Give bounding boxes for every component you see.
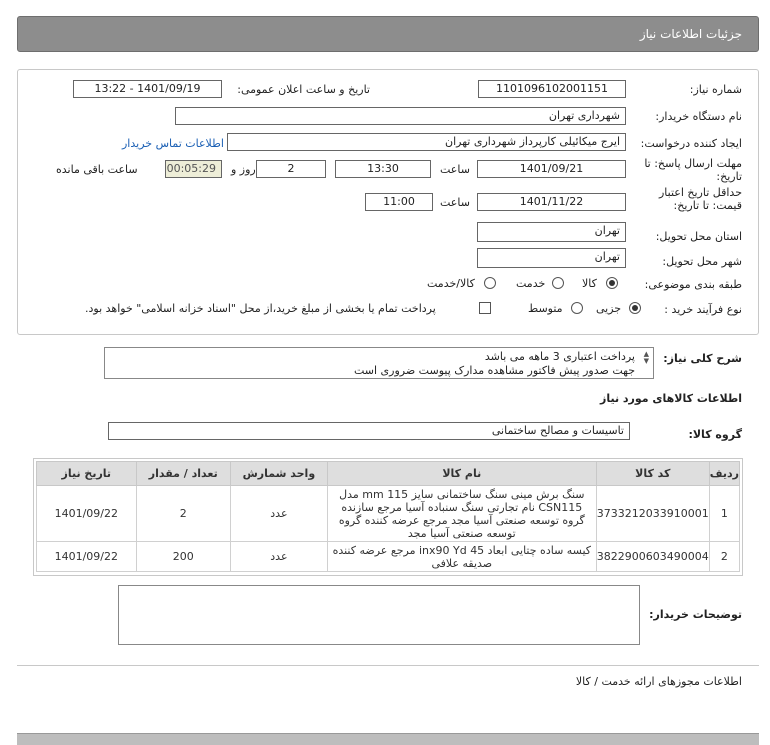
cell-qty: 200 (136, 542, 230, 572)
need-description-label: شرح کلی نیاز: (663, 352, 742, 365)
validity-label: حداقل تاریخ اعتبار (658, 186, 742, 199)
col-date: تاریخ نیاز (37, 462, 137, 486)
category-option-service: خدمت (516, 277, 546, 290)
process-type-label: نوع فرآیند خرید : (664, 303, 742, 316)
cell-qty: 2 (136, 486, 230, 542)
process-option-medium: متوسط (528, 302, 563, 315)
category-radio-service[interactable] (552, 277, 564, 289)
announce-datetime-field: 1401/09/19 - 13:22 (73, 80, 222, 98)
deadline-time-field: 13:30 (335, 160, 431, 178)
divider (17, 665, 759, 666)
cell-row: 2 (709, 542, 739, 572)
time-remaining-field: 00:05:29 (165, 160, 222, 178)
need-number-label: شماره نیاز: (689, 83, 742, 96)
province-field: تهران (477, 222, 626, 242)
col-qty: تعداد / مقدار (136, 462, 230, 486)
creator-field: ایرج میکائیلی کارپرداز شهرداری تهران (227, 133, 626, 151)
cell-date: 1401/09/22 (37, 486, 137, 542)
deadline-time-label: ساعت (440, 163, 470, 176)
need-number-field: 1101096102001151 (478, 80, 626, 98)
scroll-arrows-icon[interactable]: ▲ ▼ (643, 350, 649, 365)
category-option-goods-service: کالا/خدمت (427, 277, 475, 290)
cell-date: 1401/09/22 (37, 542, 137, 572)
page-header (17, 16, 759, 52)
deadline-label-date: تاریخ: (716, 170, 742, 183)
cell-row: 1 (709, 486, 739, 542)
cell-code: 3822900603490004 (596, 542, 709, 572)
category-radio-goods-service[interactable] (484, 277, 496, 289)
goods-table-header (37, 462, 740, 486)
page-title: جزئیات اطلاعات نیاز (639, 27, 742, 41)
goods-table-panel (33, 458, 743, 576)
licenses-table-header-strip (17, 733, 759, 745)
cell-code: 3733212033910001 (596, 486, 709, 542)
description-line-2: جهت صدور پیش فاکتور مشاهده مدارک پیوست ضروری است (353, 364, 635, 377)
deadline-date-field: 1401/09/21 (477, 160, 626, 178)
need-description-box[interactable] (104, 347, 654, 379)
table-row (37, 486, 740, 542)
goods-section-title: اطلاعات کالاهای مورد نیاز (600, 392, 742, 405)
days-remaining-field: 2 (256, 160, 326, 178)
process-radio-minor[interactable] (629, 302, 641, 314)
goods-group-label: گروه کالا: (688, 428, 742, 441)
cell-name: کیسه ساده چتایی ابعاد 45 inx90 Yd مرجع عرضه کننده صدیقه علافی (327, 542, 596, 572)
city-field: تهران (477, 248, 626, 268)
days-label: روز و (231, 163, 256, 176)
category-radio-goods[interactable] (606, 277, 618, 289)
buyer-org-field: شهرداری تهران (175, 107, 626, 125)
col-unit: واحد شمارش (230, 462, 327, 486)
time-remaining-label: ساعت باقی مانده (56, 163, 138, 176)
province-label: استان محل تحویل: (655, 230, 742, 243)
treasury-payment-note: پرداخت تمام یا بخشی از مبلغ خرید،از محل "اسناد خزانه اسلامی" خواهد بود. (85, 302, 436, 315)
col-row: ردیف (709, 462, 739, 486)
col-name: نام کالا (327, 462, 596, 486)
category-option-goods: کالا (582, 277, 597, 290)
table-row (37, 542, 740, 572)
process-option-minor: جزیی (596, 302, 622, 315)
buyer-contact-link[interactable]: اطلاعات تماس خریدار (122, 137, 224, 150)
validity-time-label: ساعت (440, 196, 470, 209)
cell-unit: عدد (230, 486, 327, 542)
validity-time-field: 11:00 (365, 193, 433, 211)
cell-unit: عدد (230, 542, 327, 572)
description-line-1: پرداخت اعتباری 3 ماهه می باشد (484, 350, 635, 363)
goods-table (36, 461, 740, 572)
process-radio-medium[interactable] (571, 302, 583, 314)
col-code: کد کالا (596, 462, 709, 486)
category-label: طبقه بندی موضوعی: (644, 278, 742, 291)
announce-datetime-label: تاریخ و ساعت اعلان عمومی: (237, 83, 370, 96)
cell-name: سنگ برش مینی سنگ ساختمانی سایز 115 mm مدل CSN115 نام تجارتی سنگ سنباده آسیا مرجع سازنده گروه توسعه صنعتی آسیا مجد مرجع عرضه کننده گروه توسعه صنعتی آسیا مجد (327, 486, 596, 542)
buyer-org-label: نام دستگاه خریدار: (655, 110, 742, 123)
buyer-notes-label: توضیحات خریدار: (649, 608, 742, 621)
buyer-notes-box[interactable] (118, 585, 640, 645)
goods-group-field: تاسیسات و مصالح ساختمانی (108, 422, 630, 440)
licenses-section-label: اطلاعات مجوزهای ارائه خدمت / کالا (575, 675, 742, 688)
creator-label: ایجاد کننده درخواست: (640, 137, 742, 150)
validity-label-date: قیمت: تا تاریخ: (673, 199, 742, 212)
city-label: شهر محل تحویل: (662, 255, 742, 268)
deadline-label: مهلت ارسال پاسخ: تا (644, 157, 742, 170)
treasury-payment-checkbox[interactable] (479, 302, 491, 314)
validity-date-field: 1401/11/22 (477, 193, 626, 211)
